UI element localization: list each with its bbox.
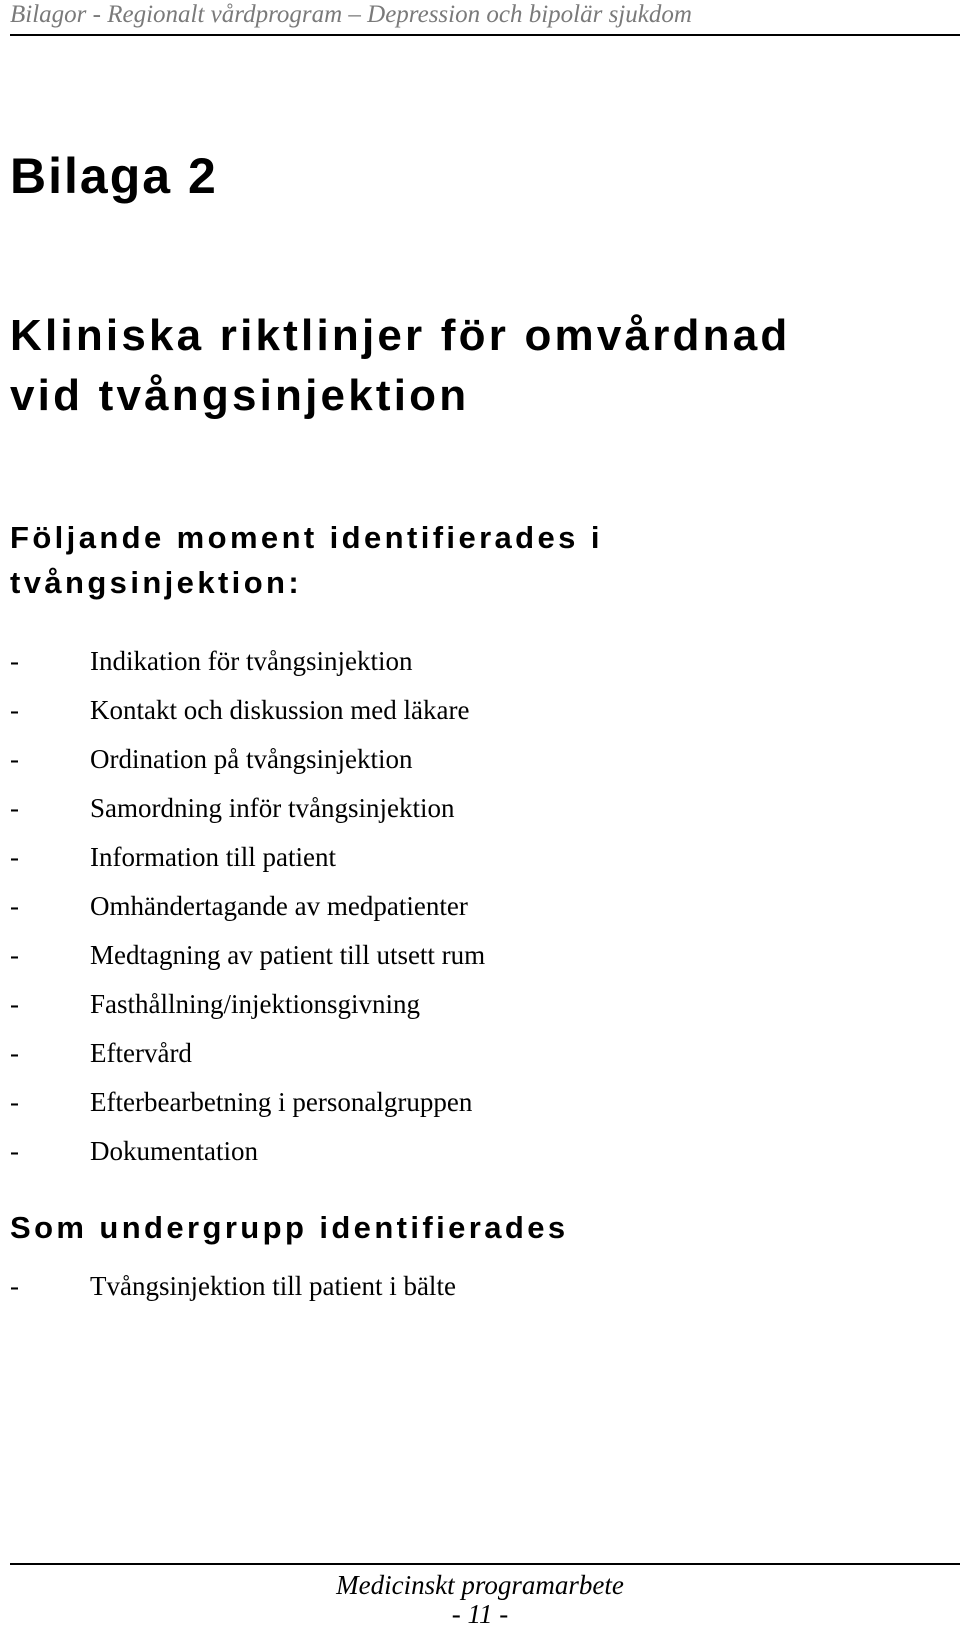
- list-item-text: Indikation för tvångsinjektion: [90, 646, 413, 676]
- list-item: [10, 1127, 485, 1176]
- list-item: [10, 833, 485, 882]
- list-dash: -: [10, 989, 19, 1019]
- list-dash: -: [10, 1087, 19, 1117]
- list-item-text: Ordination på tvångsinjektion: [90, 744, 413, 774]
- annex-title: Bilaga 2: [10, 148, 218, 204]
- list-dash: -: [10, 695, 19, 725]
- list-item: [10, 686, 485, 735]
- list-dash: -: [10, 891, 19, 921]
- list-dash: -: [10, 646, 19, 676]
- list-dash: -: [10, 793, 19, 823]
- list-item-text: Fasthållning/injektionsgivning: [90, 989, 420, 1019]
- document-title-line-1: Kliniska riktlinjer för omvårdnad: [10, 311, 791, 360]
- list-item: [10, 1078, 485, 1127]
- list-item-text: Eftervård: [90, 1038, 192, 1068]
- section-heading-line-1: Följande moment identifierades i: [10, 520, 603, 555]
- list-item: [10, 784, 485, 833]
- running-header: Bilagor - Regionalt vårdprogram – Depression och bipolär sjukdom: [10, 0, 960, 36]
- footer-divider: [10, 1563, 960, 1565]
- list-item-text: Dokumentation: [90, 1136, 258, 1166]
- list-item-text: Kontakt och diskussion med läkare: [90, 695, 470, 725]
- list-item-text: Omhändertagande av medpatienter: [90, 891, 468, 921]
- list-item: [10, 882, 485, 931]
- list-item: [10, 1029, 485, 1078]
- list-item: [10, 931, 485, 980]
- subgroup-list: [10, 1262, 456, 1311]
- footer-organization: Medicinskt programarbete: [336, 1570, 624, 1600]
- list-dash: -: [10, 1136, 19, 1166]
- list-item-text: Tvångsinjektion till patient i bälte: [90, 1271, 456, 1301]
- list-dash: -: [10, 744, 19, 774]
- moment-list: [10, 637, 485, 1176]
- section-heading-line-2: tvångsinjektion:: [10, 565, 303, 600]
- list-dash: -: [10, 1038, 19, 1068]
- list-item-text: Information till patient: [90, 842, 336, 872]
- list-dash: -: [10, 940, 19, 970]
- list-item-text: Medtagning av patient till utsett rum: [90, 940, 486, 970]
- section-heading-subgroup: Som undergrupp identifierades: [10, 1210, 569, 1245]
- list-item: [10, 637, 485, 686]
- list-dash: -: [10, 842, 19, 872]
- section-heading-moments: [10, 515, 603, 605]
- list-item-text: Efterbearbetning i personalgruppen: [90, 1087, 473, 1117]
- list-dash: -: [10, 1271, 19, 1301]
- page-number: - 11 -: [451, 1599, 509, 1629]
- list-item-text: Samordning inför tvångsinjektion: [90, 793, 455, 823]
- list-item: [10, 980, 485, 1029]
- document-title-line-2: vid tvångsinjektion: [10, 371, 470, 420]
- list-item: [10, 1262, 456, 1311]
- document-title: [10, 306, 790, 426]
- list-item: [10, 735, 485, 784]
